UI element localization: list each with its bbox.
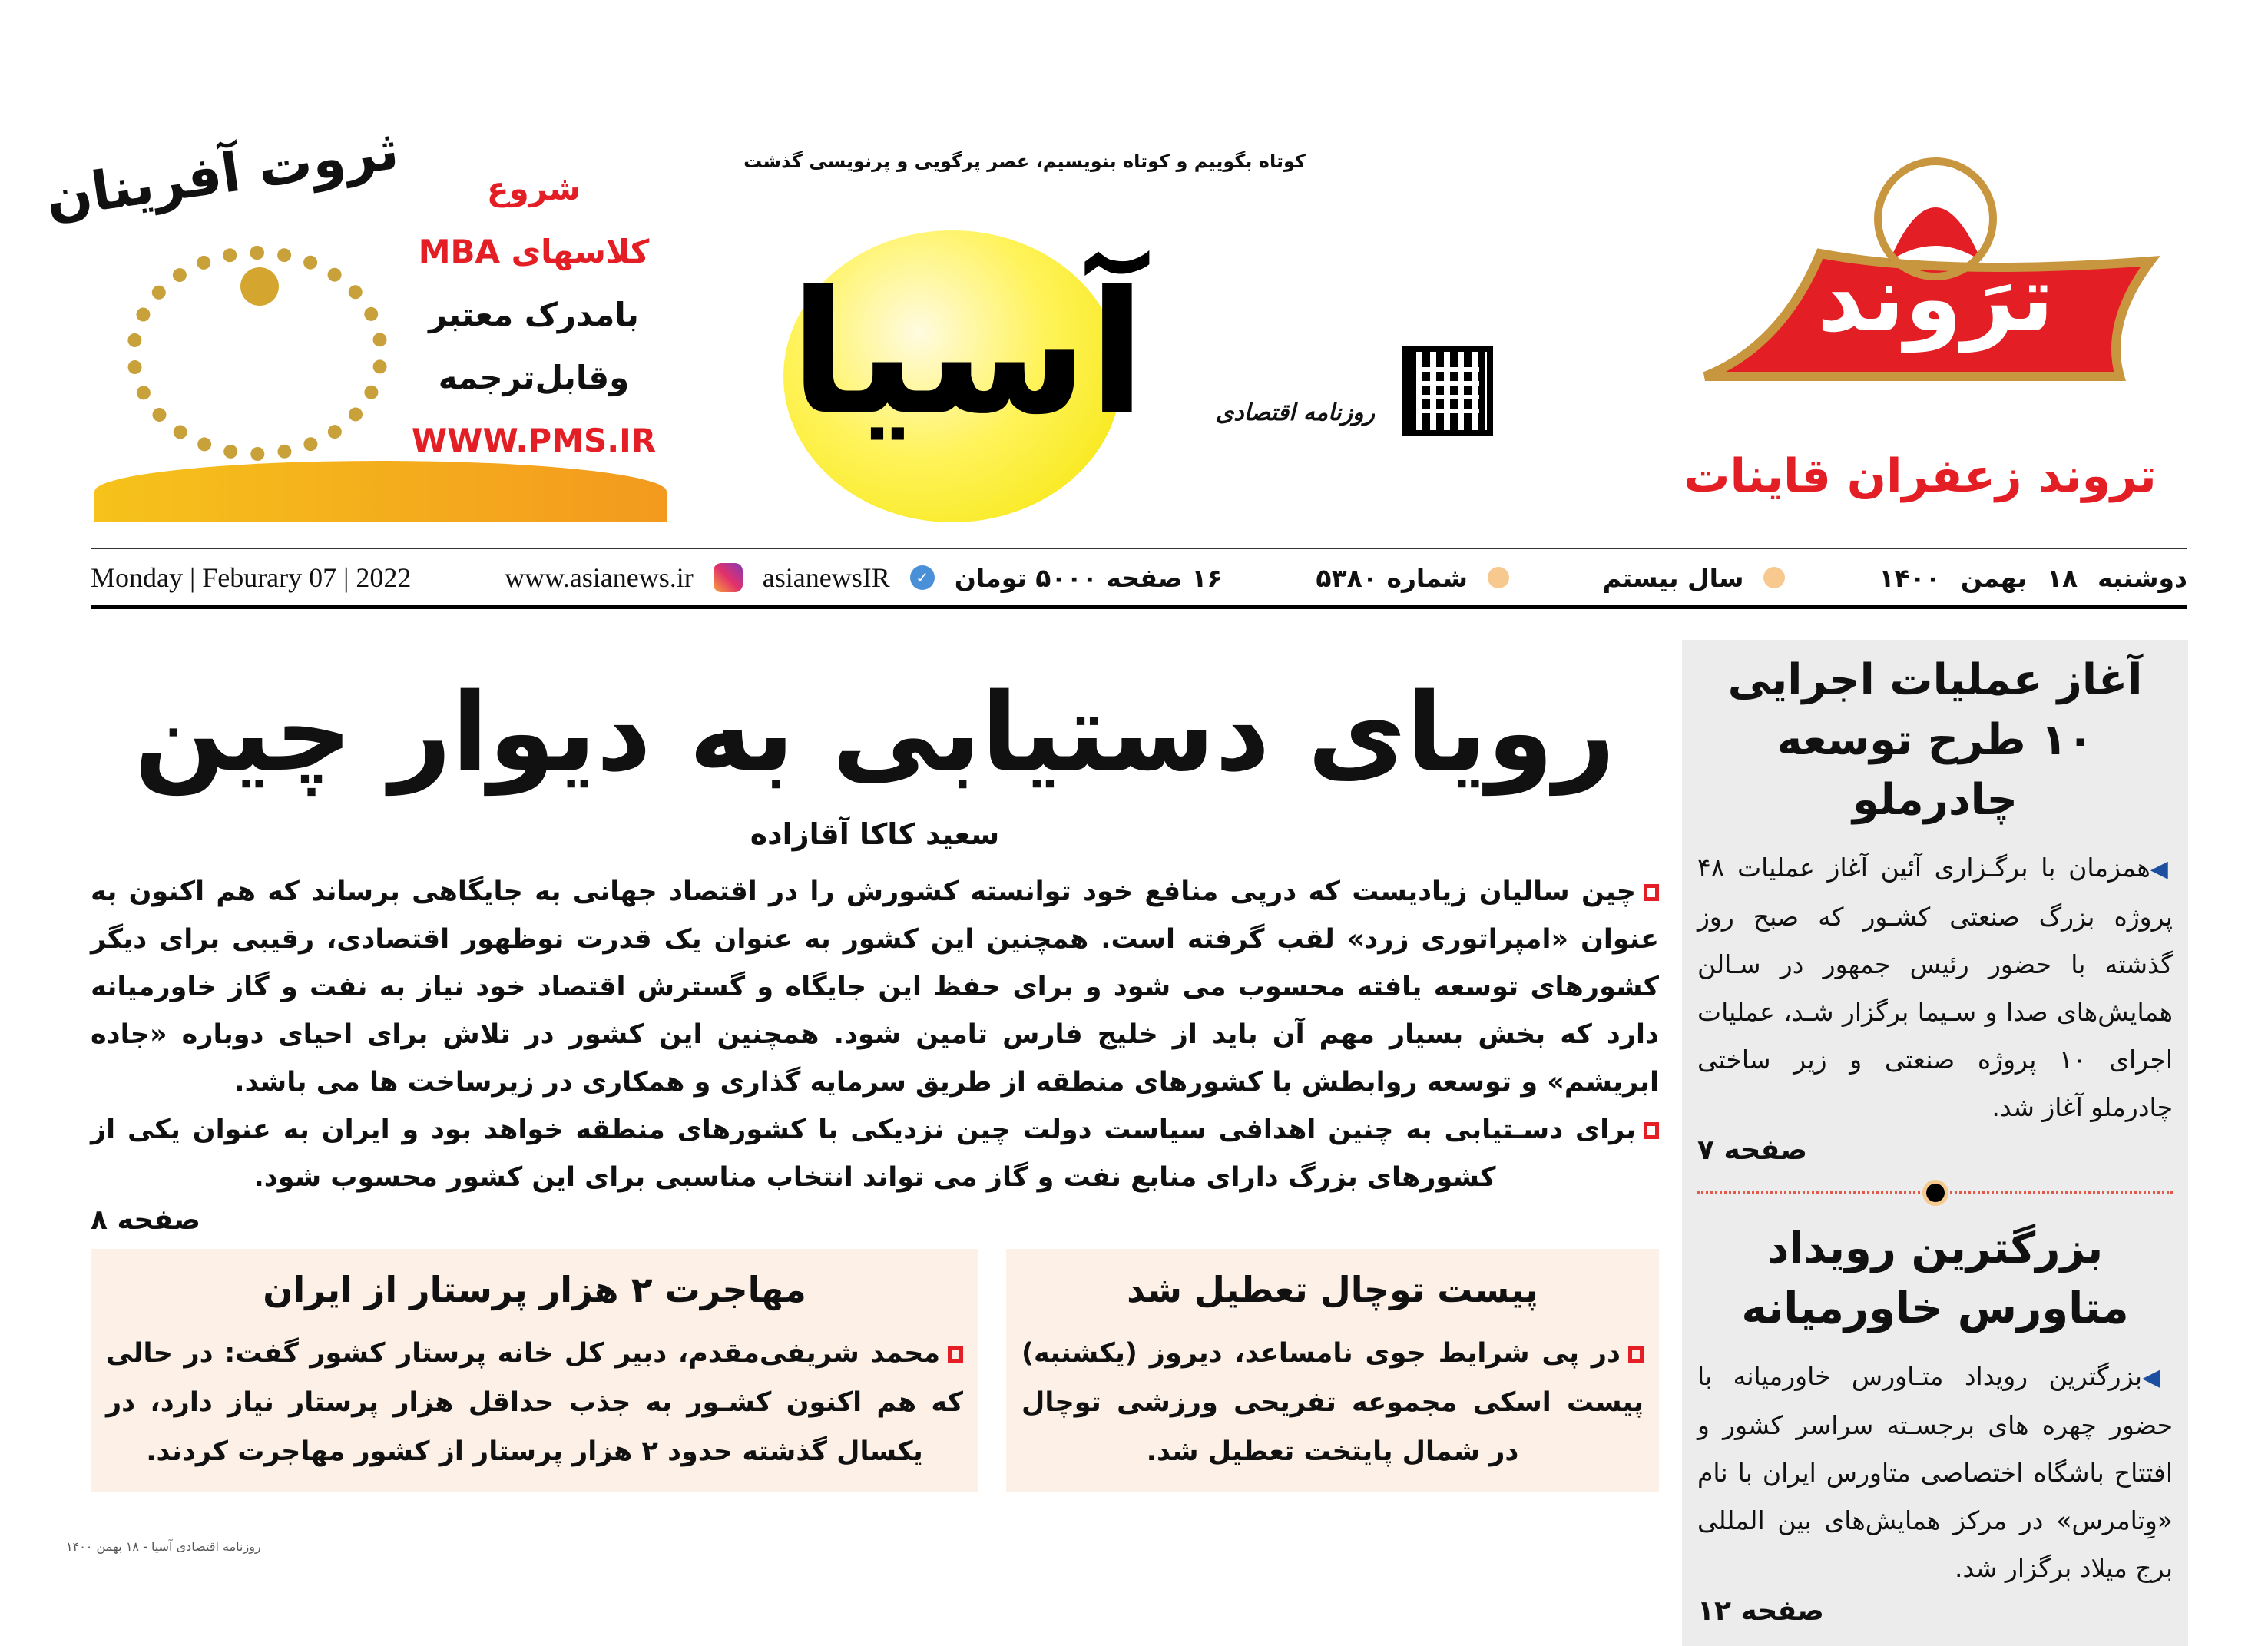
triangle-bullet-icon: ◀ [2150,856,2173,883]
dotted-divider [1697,1177,2173,1208]
box-headline[interactable]: مهاجرت ۲ هزار پرستار از ایران [263,1269,806,1310]
year: ۱۴۰۰ [1879,562,1941,593]
ad-line: کلاسهای MBA [418,233,650,270]
sidebar-text [1697,1353,2173,1592]
newspaper-subtitle: روزنامه اقتصادی [1215,399,1375,426]
laurel-emblem-icon [127,246,388,461]
divider [91,605,2187,609]
divider [91,548,2187,549]
news-box [1006,1249,1659,1492]
bullet-icon [1488,567,1509,588]
date-english: Monday | Feburary 07 | 2022 [91,562,412,593]
sidebar-headline[interactable]: بزرگترین رویداد متاورس خاورمیانه [1741,1224,2129,1333]
box-text [106,1329,963,1476]
sidebar-body: بزرگترین رویداد متـاورس خاورمیانه با حضور چهره های برجسـته سراسر کشور و افتتاح باشگاه اختصاصی متاورس ایران با نام «وِتامرس» در مرکز همایش‌های بین المللی برج میلاد برگزار شد. [1697,1361,2173,1583]
box-body: در پی شرایط جوی نامساعد، دیروز (یکشنبه) پیست اسکی مجموعه تفریحی ورزشی توچال در شمال پایتخت تعطیل شد. [1021,1338,1644,1467]
issue-info-bar [91,555,2187,601]
bottom-news-boxes [91,1249,1659,1492]
sidebar-news [1682,640,2188,1646]
square-bullet-icon [1628,1346,1644,1363]
ad-url-link[interactable]: WWW.PMS.IR [411,422,657,459]
footer-text: روزنامه اقتصادی آسیا - ۱۸ بهمن ۱۴۰۰ [66,1539,261,1554]
page-reference-link[interactable]: صفحه ۷ [1697,1134,1807,1166]
issue-number: شماره ۵۳۸۰ [1316,562,1468,593]
instagram-icon[interactable] [714,563,743,592]
month: بهمن [1960,562,2027,593]
page-reference-link[interactable]: صفحه ۱۲ [1697,1595,1824,1627]
author-byline: سعید کاکا آقازاده [750,817,1000,851]
square-bullet-icon [948,1346,963,1363]
box-body: محمد شریفی‌مقدم، دبیر کل خانه پرستار کشور گفت: در حالی که هم اکنون کشـور به جذب حداقل هزار پرستار نیاز دارد، در یکسال گذشته حدود ۲ هزار پرستار از کشور مهاجرت کردند. [106,1338,963,1467]
newspaper-slogan: کوتاه بگوییم و کوتاه بنویسیم، عصر پرگویی و پرنویسی گذشت [743,151,1306,172]
sidebar-text [1697,844,2173,1131]
bullet-icon [1763,567,1785,588]
qr-code-icon[interactable] [1402,346,1493,436]
ad-line: وقابل‌ترجمه [438,359,630,396]
divider-dot-icon [1926,1184,1945,1202]
ad-text[interactable] [396,157,672,472]
website-link[interactable]: www.asianews.ir [505,562,694,593]
volume: سال بیستم [1602,562,1744,593]
box-headline[interactable]: پیست توچال تعطیل شد [1127,1269,1538,1310]
day: ۱۸ [2046,562,2078,593]
verified-icon: ✓ [910,565,935,590]
ad-logo-text: ثروت آفرینان [41,118,402,230]
news-box [91,1249,978,1492]
weekday: دوشنبه [2097,562,2187,593]
square-bullet-icon [1644,884,1659,901]
page-reference-link[interactable]: صفحه ۸ [91,1204,200,1236]
sidebar-headline[interactable]: آغاز عملیات اجرایی ۱۰ طرح توسعه چادرملو [1727,655,2143,825]
ad-line: بامدرک معتبر [429,296,639,333]
brand-caption: تروند زعفران قاینات [1684,449,2157,503]
pages-price: ۱۶ صفحه ۵۰۰۰ تومان [954,562,1223,593]
ad-wave-decoration [94,461,667,522]
triangle-bullet-icon: ◀ [2142,1364,2173,1391]
newspaper-title[interactable]: آسیا [789,255,1147,452]
social-handle-link[interactable]: asianewsIR [762,562,890,593]
article-paragraph: برای دسـتیابی به چنین اهدافی سیاست دولت چین نزدیکی با کشورهای منطقه خواهد بود و ایران به عنوان یکی از کشورهای بزرگ دارای منابع نفت و گاز می تواند انتخاب مناسبی برای این کشور محسوب شود. [91,1114,1636,1193]
main-headline[interactable]: رویای دستیابی به دیوار چین [134,671,1616,796]
box-text [1021,1329,1644,1476]
article-body [91,868,1659,1201]
main-story [66,661,1659,1556]
square-bullet-icon [1644,1122,1659,1139]
ad-line: شروع [486,170,581,207]
sidebar-body: همزمان با برگـزاری آئین آغاز عملیات ۴۸ پروژه بزرگ صنعتی کشـور که صبح روز گذشته با حضور رئیس جمهور در سـالن همایش‌های صدا و سـیما برگزار شـد، عملیات اجرای ۱۰ پروژه صنعتی و زیر ساختی چادرملو آغاز شد. [1697,853,2174,1122]
brand-name: ترَوند [1816,246,2054,353]
article-paragraph: چین سالیان زیادیست که درپی منافع خود توانسته کشورش را در اقتصاد جهانی به جایگاهی برساند که هم اکنون به عنوان «امپراتوری زرد» لقب گرفته است. همچنین این کشور به عنوان یک قدرت نوظهور اقتصادی، رقیبی برای دیگر کشورهای توسعه یافته محسوب می شود و برای حفظ این جایگاه و گسترش اقتصاد خود نیاز به نفت و گاز خاورمیانه دارد که بخش بسیار مهم آن باید از خلیج فارس تامین شود. همچنین این کشور در تلاش برای احیای دوباره «جاده ابریشم» و توسعه روابطش با کشورهای منطقه از طریق سرمایه گذاری و همکاری در زیرساخت ها می باشد. [91,876,1659,1098]
